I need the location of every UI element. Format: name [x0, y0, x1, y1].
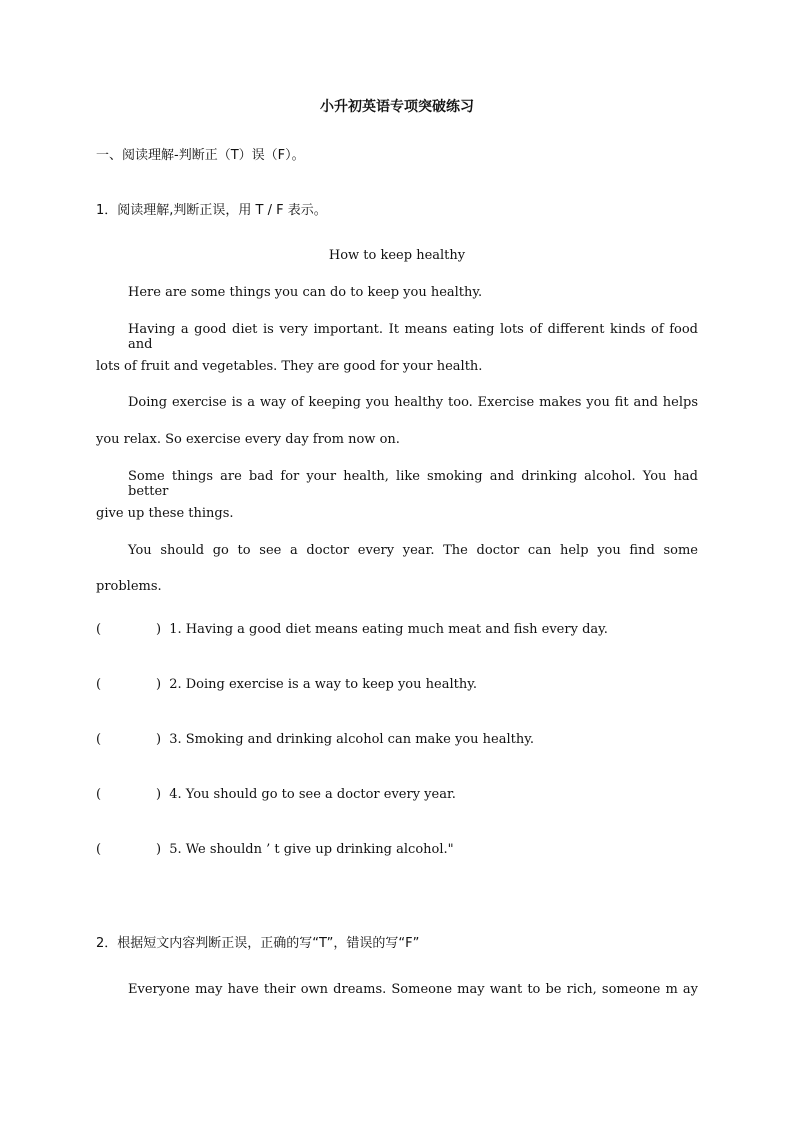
- passage-line: lots of fruit and vegetables. They are good for your health.: [96, 359, 483, 374]
- true-false-question: [96, 787, 456, 802]
- passage-line: Doing exercise is a way of keeping you healthy too. Exercise makes you fit and helps: [128, 395, 698, 410]
- answer-blank-close: ): [156, 622, 162, 637]
- question-text: 5. We shouldn ’ t give up drinking alcohol.": [169, 842, 454, 857]
- answer-blank-open[interactable]: (: [96, 622, 102, 637]
- true-false-question: [96, 622, 608, 637]
- answer-blank-open[interactable]: (: [96, 732, 102, 747]
- question-text: 3. Smoking and drinking alcohol can make you healthy.: [169, 732, 534, 747]
- answer-blank-close: ): [156, 842, 162, 857]
- question-text: 2. Doing exercise is a way to keep you healthy.: [169, 677, 477, 692]
- passage-line: Here are some things you can do to keep you healthy.: [128, 285, 483, 300]
- passage-line: Having a good diet is very important. It means eating lots of different kinds of food and: [128, 322, 698, 352]
- passage-line: give up these things.: [96, 506, 234, 521]
- answer-blank-close: ): [156, 787, 162, 802]
- question-text: 1. Having a good diet means eating much meat and fish every day.: [169, 622, 608, 637]
- passage-line: Some things are bad for your health, like smoking and drinking alcohol. You had better: [128, 469, 698, 499]
- true-false-question: [96, 732, 534, 747]
- passage-line: problems.: [96, 579, 162, 594]
- question-2-instruction: 2．根据短文内容判断正误，正确的写“T”，错误的写“F”: [96, 936, 420, 951]
- passage-line: you relax. So exercise every day from now on.: [96, 432, 400, 447]
- question-1-instruction: 1．阅读理解,判断正误，用 T / F 表示。: [96, 203, 327, 218]
- answer-blank-close: ): [156, 677, 162, 692]
- passage-title: How to keep healthy: [328, 248, 466, 263]
- document-title: 小升初英语专项突破练习: [320, 99, 474, 115]
- answer-blank-open[interactable]: (: [96, 842, 102, 857]
- answer-blank-close: ): [156, 732, 162, 747]
- passage-line: You should go to see a doctor every year. The doctor can help you find some: [128, 543, 698, 558]
- true-false-question: [96, 677, 477, 692]
- question-text: 4. You should go to see a doctor every year.: [169, 787, 456, 802]
- section-heading: 一、阅读理解-判断正（T）误（F）。: [96, 148, 305, 163]
- true-false-question: [96, 842, 454, 857]
- answer-blank-open[interactable]: (: [96, 677, 102, 692]
- passage-line: Everyone may have their own dreams. Someone may want to be rich, someone m ay: [128, 982, 698, 997]
- answer-blank-open[interactable]: (: [96, 787, 102, 802]
